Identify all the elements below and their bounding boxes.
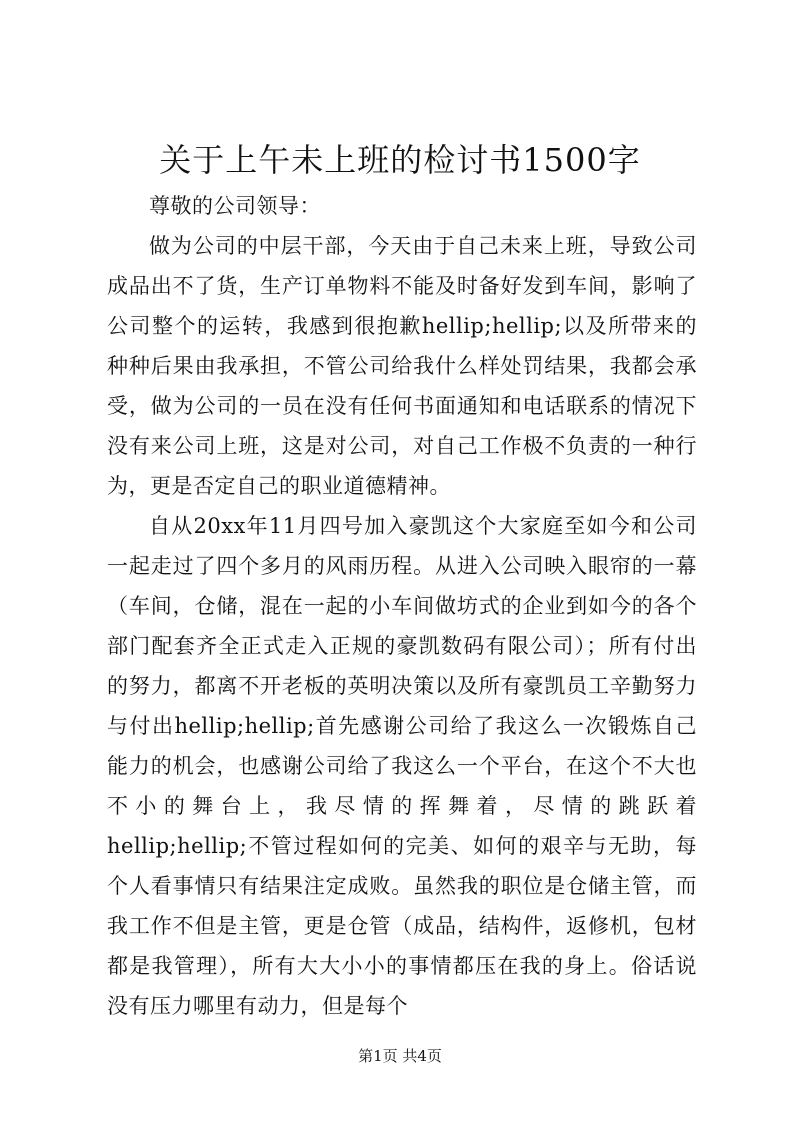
- document-title: 关于上午未上班的检讨书1500字: [159, 141, 641, 179]
- document-body: [107, 186, 697, 1026]
- paragraph-1: 做为公司的中层干部，今天由于自己未来上班，导致公司成品出不了货，生产订单物料不能及时备好发到车间，影响了公司整个的运转，我感到很抱歉hellip;hellip;以及所带来的种种后果由我承担，不管公司给我什么样处罚结果，我都会承受，做为公司的一员在没有任何书面通知和电话联系的情况下没有来公司上班，这是对公司，对自己工作极不负责的一种行为，更是否定自己的职业道德精神。: [107, 234, 697, 498]
- salutation: 尊敬的公司领导：: [149, 194, 321, 218]
- page-footer: 第1页 共4页: [358, 1047, 442, 1065]
- paragraph-2: 自从20xx年11月四号加入豪凯这个大家庭至如今和公司一起走过了四个多月的风雨历程。从进入公司映入眼帘的一幕（车间，仓储，混在一起的小车间做坊式的企业到如今的各个部门配套齐全正式走入正规的豪凯数码有限公司）；所有付出的努力，都离不开老板的英明决策以及所有豪凯员工辛勤努力与付出hellip;hellip;首先感谢公司给了我这么一次锻炼自己能力的机会，也感谢公司给了我这么一个平台，在这个不大也不小的舞台上，我尽情的挥舞着，尽情的跳跃着hellip;hellip;不管过程如何的完美、如何的艰辛与无助，每个人看事情只有结果注定成败。虽然我的职位是仓储主管，而我工作不但是主管，更是仓管（成品，结构件，返修机，包材都是我管理），所有大大小小的事情都压在我的身上。俗话说没有压力哪里有动力，但是每个: [107, 514, 697, 1018]
